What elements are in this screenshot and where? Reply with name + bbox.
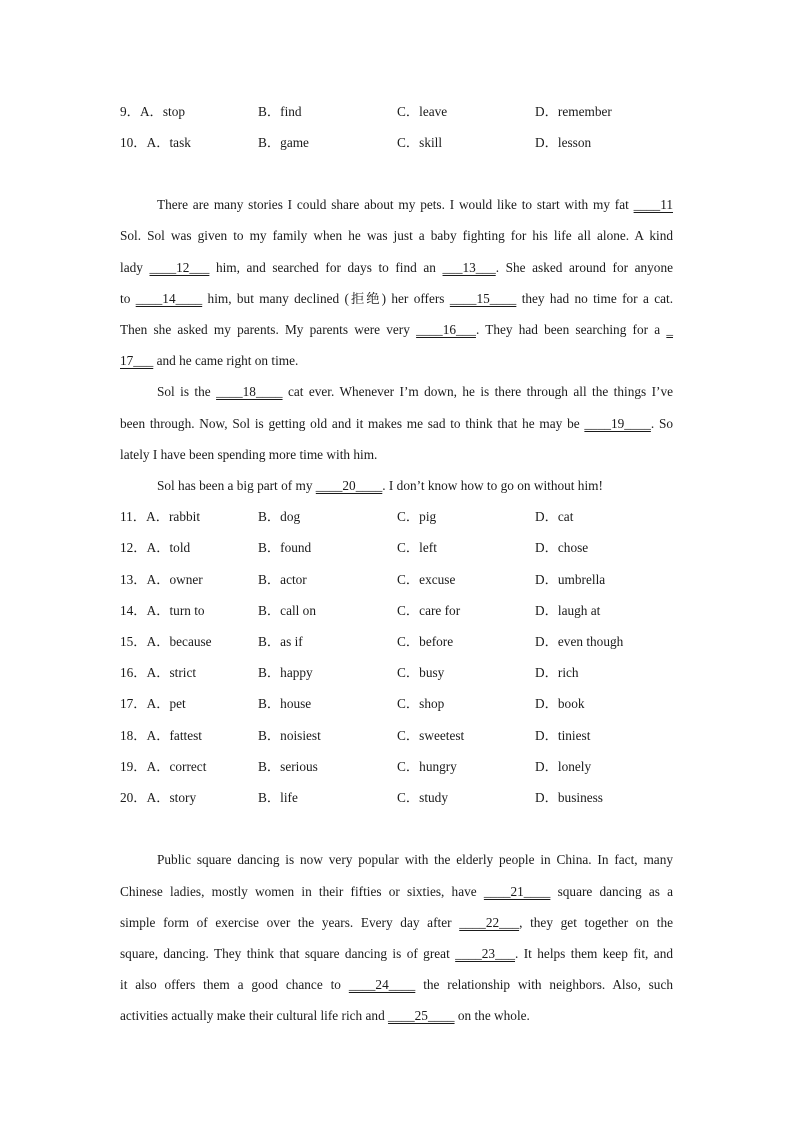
text: it also offers them a good chance to (120, 977, 341, 992)
option-c: C．hungry (397, 759, 457, 774)
text: on the whole. (457, 1008, 530, 1023)
blank-17: 17___ (120, 353, 154, 368)
option-a: 20．A．story (120, 790, 197, 805)
blank-13: ___13___ (442, 260, 496, 275)
option-d: D．remember (535, 104, 612, 119)
option-b: B．happy (258, 665, 313, 680)
option-d: D．business (535, 790, 603, 805)
option-d: D．chose (535, 540, 589, 555)
text: to (120, 291, 131, 306)
text: cat ever. Whenever I’m down, he is there through all the things I’ve (287, 384, 673, 399)
text: lately I have been spending more time with him. (120, 447, 378, 462)
text: . She asked around for anyone (495, 260, 674, 275)
option-d: D．lonely (535, 759, 592, 774)
option-b: B．serious (258, 759, 318, 774)
option-b: B．find (258, 104, 302, 119)
text: Sol has been a big part of my (157, 478, 313, 493)
passage1-line (120, 320, 673, 340)
option-a: 12．A．told (120, 540, 191, 555)
passage2-line (157, 850, 673, 870)
option-d: D．rich (535, 665, 579, 680)
option-c: C．busy (397, 665, 445, 680)
passage1-line (120, 351, 673, 371)
blank-12: ____12___ (149, 260, 210, 275)
option-b: B．actor (258, 572, 307, 587)
passage2-line (120, 913, 673, 933)
text: simple form of exercise over the years. Every day after (120, 915, 452, 930)
passage2-line (120, 975, 673, 995)
text: the relationship with neighbors. Also, such (423, 977, 674, 992)
text: Public square dancing is now very popular with the elderly people in China. In fact, many (157, 852, 673, 867)
blank-23: ____23___ (455, 946, 516, 961)
option-b: B．dog (258, 509, 301, 524)
option-a: 15．A．because (120, 634, 212, 649)
option-d: D．lesson (535, 135, 592, 150)
passage1-line (157, 382, 673, 402)
option-b: B．game (258, 135, 309, 150)
option-a: 14．A．turn to (120, 603, 205, 618)
option-d: D．tiniest (535, 728, 591, 743)
text: Sol is the (157, 384, 211, 399)
option-c: C．study (397, 790, 448, 805)
option-a: 11．A．rabbit (120, 509, 201, 524)
passage2-line (120, 1006, 673, 1026)
text: . I don’t know how to go on without him! (382, 478, 603, 493)
passage1-line (120, 258, 673, 278)
passage2-line (120, 944, 673, 964)
text: him, and searched for days to find an (215, 260, 436, 275)
option-b: B．found (258, 540, 312, 555)
text: lady (120, 260, 143, 275)
passage1-line (120, 226, 673, 246)
text: Chinese ladies, mostly women in their fifties or sixties, have (120, 884, 477, 899)
blank-17-start: _ (666, 322, 673, 337)
option-a: 18．A．fattest (120, 728, 202, 743)
blank-14: ____14____ (135, 291, 203, 306)
text: There are many stories I could share about my pets. I would like to start with my fat (157, 197, 629, 212)
option-c: C．shop (397, 696, 445, 711)
option-c: C．care for (397, 603, 461, 618)
passage1-line (157, 195, 673, 215)
option-d: D．even though (535, 634, 624, 649)
passage2-line (120, 882, 673, 902)
option-d: D．umbrella (535, 572, 606, 587)
text: square, dancing. They think that square dancing is of great (120, 946, 450, 961)
blank-18: ____18____ (216, 384, 283, 399)
text: Sol. Sol was given to my family when he was just a baby fighting for his life all alone. A kind (120, 228, 673, 243)
passage1-line (120, 445, 673, 465)
option-b: B．noisiest (258, 728, 321, 743)
option-b: B．house (258, 696, 312, 711)
option-c: C．excuse (397, 572, 456, 587)
blank-24: ____24____ (348, 977, 416, 992)
blank-16: ____16___ (416, 322, 476, 337)
option-a: 13．A．owner (120, 572, 203, 587)
option-c: C．skill (397, 135, 443, 150)
text: . It helps them keep fit, and (515, 946, 673, 961)
option-d: D．laugh at (535, 603, 601, 618)
option-c: C．sweetest (397, 728, 465, 743)
option-c: C．pig (397, 509, 437, 524)
text: him, but many declined (拒绝) her offers (207, 291, 445, 306)
blank-22: ____22___ (459, 915, 520, 930)
text: . They had been searching for a (475, 322, 661, 337)
option-a: 16．A．strict (120, 665, 197, 680)
option-c: C．before (397, 634, 454, 649)
option-b: B．call on (258, 603, 316, 618)
text: activities actually make their cultural life rich and (120, 1008, 385, 1023)
option-a: 17．A．pet (120, 696, 186, 711)
blank-20: ____20____ (315, 478, 383, 493)
text: and he came right on time. (156, 353, 299, 368)
blank-21: ____21____ (483, 884, 551, 899)
option-a: 9．A．stop (120, 104, 186, 119)
text: Then she asked my parents. My parents were very (120, 322, 410, 337)
option-b: B．as if (258, 634, 303, 649)
text: square dancing as a (557, 884, 674, 899)
text: . So (650, 416, 673, 431)
passage1-line (157, 476, 673, 496)
option-b: B．life (258, 790, 298, 805)
option-a: 19．A．correct (120, 759, 207, 774)
option-d: D．cat (535, 509, 574, 524)
option-a: 10．A．task (120, 135, 191, 150)
text: been through. Now, Sol is getting old and it makes me sad to think that he may be (120, 416, 580, 431)
blank-11: ____11 (633, 197, 673, 212)
option-c: C．leave (397, 104, 448, 119)
blank-19: ____19____ (584, 416, 651, 431)
option-d: D．book (535, 696, 585, 711)
option-c: C．left (397, 540, 437, 555)
blank-15: ____15____ (449, 291, 517, 306)
text: they had no time for a cat. (521, 291, 674, 306)
text: , they get together on the (519, 915, 674, 930)
blank-25: ____25____ (388, 1008, 455, 1023)
passage1-line (120, 289, 673, 309)
passage1-line (120, 414, 673, 434)
